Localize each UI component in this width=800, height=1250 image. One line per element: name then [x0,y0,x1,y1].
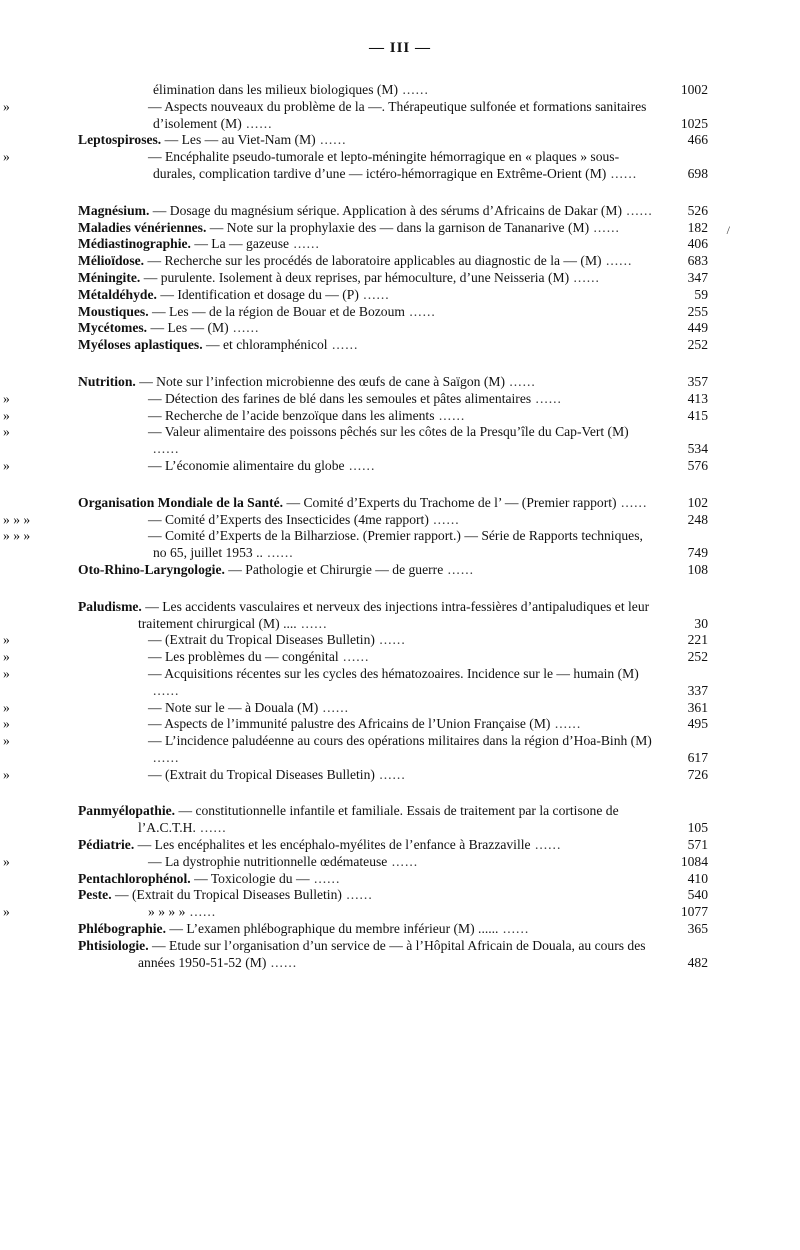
index-entry [78,871,708,888]
entry-text: — purulente. Isolement à deux reprises, par hémoculture, d’une Neisseria (M) [143,269,570,285]
dot-leader: ...... [374,632,406,648]
dot-leader: ...... [309,870,341,886]
page-reference: 347 [687,269,708,285]
index-entry [3,511,708,529]
entry-heading: Peste. [78,887,112,903]
entry-heading: Phtisiologie. [78,937,149,953]
index-section [3,82,708,183]
page-reference: 108 [687,561,708,577]
entry-heading: » [3,407,10,423]
entry-heading: Phlébographie. [78,921,166,937]
index-entry [3,716,708,733]
entry-heading: » [3,632,10,648]
page-reference: 102 [687,494,708,510]
index-section [3,494,708,579]
page-reference: 357 [687,373,708,389]
page-reference: 182 [687,219,708,235]
index-entry [78,320,708,337]
dot-leader: ...... [504,373,536,389]
index-entry [3,904,708,921]
entry-text: — Identification et dosage du — (P) [160,286,359,302]
margin-pencil-mark: / [726,222,730,237]
dot-leader: ...... [606,165,638,181]
dot-leader: ...... [241,115,273,131]
dot-leader: ...... [266,954,298,970]
entry-heading: » [3,98,10,114]
index-entry [3,424,708,458]
section-gap [78,579,708,599]
dot-leader: ...... [341,887,373,903]
page-reference: 466 [687,132,708,148]
dot-leader: ...... [404,303,436,319]
index-entry [3,149,708,183]
entry-heading: Mélioïdose. [78,253,145,269]
dot-leader: ...... [228,320,260,336]
page-reference: 248 [687,511,708,527]
entry-text: — Recherche de l’acide benzoïque dans les aliments [148,407,435,423]
entry-heading: Nutrition. [78,373,136,389]
entry-text: — Comité d’Experts de la Bilharziose. (Premier rapport.) — Série de Rapports techniques, no 65, juillet 1953 .. [148,528,643,561]
page-reference: 252 [687,337,708,353]
index-entry [3,733,708,767]
index-entry [78,887,708,904]
entry-heading: Moustiques. [78,303,149,319]
entry-text: élimination dans les milieux biologiques (M) [153,82,399,97]
page-reference: 221 [687,632,708,648]
index-entry [3,457,708,475]
index-entry [3,98,708,133]
entry-text: — Les problèmes du — congénital [148,649,339,665]
entry-heading: Myéloses aplastiques. [78,337,203,353]
index-section [3,803,708,971]
entry-text: — Etude sur l’organisation d’un service de — à l’Hôpital Africain de Douala, au cours des années 1950-51-52 (M) [138,937,646,970]
dot-leader: ...... [344,457,376,473]
index-entry [78,132,708,149]
index-entry [3,632,708,649]
entry-text: — Aspects de l’immunité palustre des Africains de l’Union Française (M) [148,716,551,732]
page-reference: 540 [687,887,708,903]
page-reference: 1077 [680,904,708,920]
dot-leader: ...... [296,615,328,631]
page-reference: 449 [687,320,708,336]
page-reference: 571 [687,837,708,853]
dot-leader: ...... [443,561,475,577]
entry-heading: Paludisme. [78,598,142,614]
page-reference: 495 [687,716,708,732]
dot-leader: ...... [428,511,460,527]
index-entry [3,649,708,666]
index-entry [3,390,708,408]
page-reference: 1002 [680,82,708,97]
page-reference: 482 [687,954,708,970]
index-entry [78,837,708,854]
dot-leader: ...... [358,286,390,302]
entry-text: — Les — de la région de Bouar et de Bozoum [152,303,405,319]
dot-leader: ...... [327,337,359,353]
entry-heading: Mycétomes. [78,320,148,336]
entry-heading: » [3,716,10,732]
entry-heading: Maladies vénériennes. [78,219,207,235]
page-reference: 413 [687,390,708,406]
index-entry [78,374,708,391]
dot-leader: ...... [289,236,320,252]
dot-leader: ...... [498,921,530,937]
entry-text: — L’économie alimentaire du globe [148,457,345,473]
entry-heading: » [3,766,10,782]
index-entry [78,803,708,837]
page-reference: 365 [687,921,708,937]
index-entry [78,236,708,253]
page-reference: 406 [687,236,708,252]
entry-heading: Métaldéhyde. [78,286,157,302]
page-reference: 59 [694,286,708,302]
index-entry [3,528,708,562]
entry-heading: » » » [3,511,31,527]
entry-heading: » [3,665,10,681]
page-reference: 749 [687,545,708,561]
entry-text: — L’incidence paludéenne au cours des opérations militaires dans la région d’Hoa-Binh (M) [148,733,652,749]
index-entry [78,304,708,321]
entry-text: — La — gazeuse [194,236,290,252]
entry-text: — Valeur alimentaire des poissons pêchés sur les côtes de la Presqu’île du Cap-Vert (M) [148,424,629,440]
dot-leader: ...... [185,904,217,920]
index-entry [78,219,730,237]
section-gap [78,475,708,495]
entry-heading: » [3,649,10,665]
entry-heading: Méningite. [78,269,141,285]
index-section [78,202,730,354]
entry-heading: » [3,457,10,473]
entry-heading: Panmyélopathie. [78,803,176,819]
page-reference: 534 [687,441,708,457]
entry-heading: Pédiatrie. [78,837,135,853]
entry-text: — Note sur la prophylaxie des — dans la garnison de Tananarive (M) [209,219,590,235]
dot-leader: ...... [318,699,350,715]
index-entry [78,562,708,579]
entry-text: — (Extrait du Tropical Diseases Bulletin) [148,632,375,648]
entry-text: — Dosage du magnésium sérique. Application à des sérums d’Africains de Dakar (M) [152,202,623,218]
entry-text: — L’examen phlébographique du membre inférieur (M) ...... [169,921,499,937]
entry-heading: » [3,149,10,165]
page-reference: 617 [687,749,708,765]
entry-heading: » [3,699,10,715]
page-reference: 105 [687,820,708,836]
entry-heading: » » » [3,528,31,544]
page-reference: 252 [687,649,708,665]
index-entry [78,921,708,938]
subject-index [3,82,730,971]
dot-leader: ...... [153,682,180,698]
index-entry [78,287,708,304]
dot-leader: ...... [589,219,620,235]
dot-leader: ...... [398,82,429,97]
entry-text: — Comité d’Experts des Insecticides (4me rapport) [148,511,429,527]
page-reference: 255 [687,303,708,319]
entry-text: — Comité d’Experts du Trachome de l’ — (Premier rapport) [286,494,617,510]
index-entry [3,665,708,700]
entry-text: — Les — au Viet-Nam (M) [164,132,316,148]
entry-text: — Encéphalite pseudo-tumorale et lepto-méningite hémorragique en « plaques » sous-durales, complication tardive d’une — ictéro-hémorragique en Extrême-Orient (M) [148,149,620,181]
entry-text: — et chloramphénicol [206,337,328,353]
page-reference: 415 [687,407,708,423]
index-entry [78,203,708,220]
dot-leader: ...... [374,766,406,782]
index-entry [78,253,708,270]
dot-leader: ...... [387,853,419,869]
dot-leader: ...... [262,545,294,561]
index-entry [3,766,708,784]
dot-leader: ...... [315,132,347,148]
index-section [3,598,708,784]
index-entry [78,938,708,972]
page-reference: 683 [687,253,708,269]
page-number-header: — III — [368,40,431,56]
entry-text: — La dystrophie nutritionnelle œdémateuse [148,853,388,869]
index-entry [3,407,708,425]
entry-text: » » » » [148,904,186,920]
section-gap [78,783,708,803]
entry-heading: Magnésium. [78,202,150,218]
index-entry [78,337,708,354]
entry-text: — (Extrait du Tropical Diseases Bulletin) [148,766,375,782]
entry-text: — Toxicologie du — [194,870,310,886]
dot-leader: ...... [531,390,562,406]
dot-leader: ...... [434,407,466,423]
dot-leader: ...... [601,253,633,269]
page-reference: 337 [687,682,708,698]
dot-leader: ...... [550,716,582,732]
dot-leader: ...... [530,837,562,853]
entry-text: — Les accidents vasculaires et nerveux des injections intra-fessières d’antipaludiques et leur traitement chirurgical (M) .... [138,598,650,631]
page-reference: 1025 [680,115,708,131]
page-reference: 30 [694,615,708,631]
index-entry [78,495,708,512]
dot-leader: ...... [195,820,227,836]
index-section [3,373,708,475]
index-entry [78,82,708,99]
entry-heading: » [3,853,10,869]
entry-text: — Pathologie et Chirurgie — de guerre [228,561,444,577]
entry-text: — Les — (M) [150,320,229,336]
index-entry [78,599,708,633]
dot-leader: ...... [616,494,648,510]
entry-text: — Détection des farines de blé dans les semoules et pâtes alimentaires [148,390,532,406]
entry-text: — Aspects nouveaux du problème de la —. Thérapeutique sulfonée et formations sanitaires d’isolement (M) [148,98,647,131]
entry-text: — Les encéphalites et les encéphalo-myélites de l’enfance à Brazzaville [137,837,531,853]
entry-heading: Leptospiroses. [78,132,162,148]
entry-heading: » [3,390,10,406]
entry-heading: Oto-Rhino-Laryngologie. [78,561,225,577]
page-reference: 698 [687,165,708,181]
dot-leader: ...... [153,441,180,457]
page-reference: 526 [687,202,708,218]
section-gap [78,183,708,203]
entry-heading: Pentachlorophénol. [78,870,191,886]
entry-text: — Recherche sur les procédés de laboratoire applicables au diagnostic de la — (M) [147,253,602,269]
page-reference: 726 [687,766,708,782]
dot-leader: ...... [622,202,653,218]
page-reference: 410 [687,870,708,886]
index-entry [3,699,708,717]
index-entry [78,270,708,287]
page-reference: 576 [687,457,708,473]
dot-leader: ...... [153,749,180,765]
entry-heading: » [3,424,10,440]
index-entry [3,853,708,871]
entry-heading: » [3,904,10,920]
entry-text: — Note sur le — à Douala (M) [148,699,319,715]
entry-text: — (Extrait du Tropical Diseases Bulletin) [115,887,342,903]
section-gap [78,354,708,374]
dot-leader: ...... [338,649,370,665]
entry-heading: Organisation Mondiale de la Santé. [78,494,284,510]
page-reference: 361 [687,699,708,715]
entry-text: — constitutionnelle infantile et familiale. Essais de traitement par la cortisone de l’A.C.T.H. [138,803,619,836]
entry-text: — Acquisitions récentes sur les cycles des hématozoaires. Incidence sur le — humain (M) [148,665,639,681]
page-reference: 1084 [680,853,708,869]
entry-heading: » [3,733,10,749]
entry-heading: Médiastinographie. [78,236,191,252]
entry-text: — Note sur l’infection microbienne des œufs de cane à Saïgon (M) [139,373,505,389]
dot-leader: ...... [569,269,600,285]
